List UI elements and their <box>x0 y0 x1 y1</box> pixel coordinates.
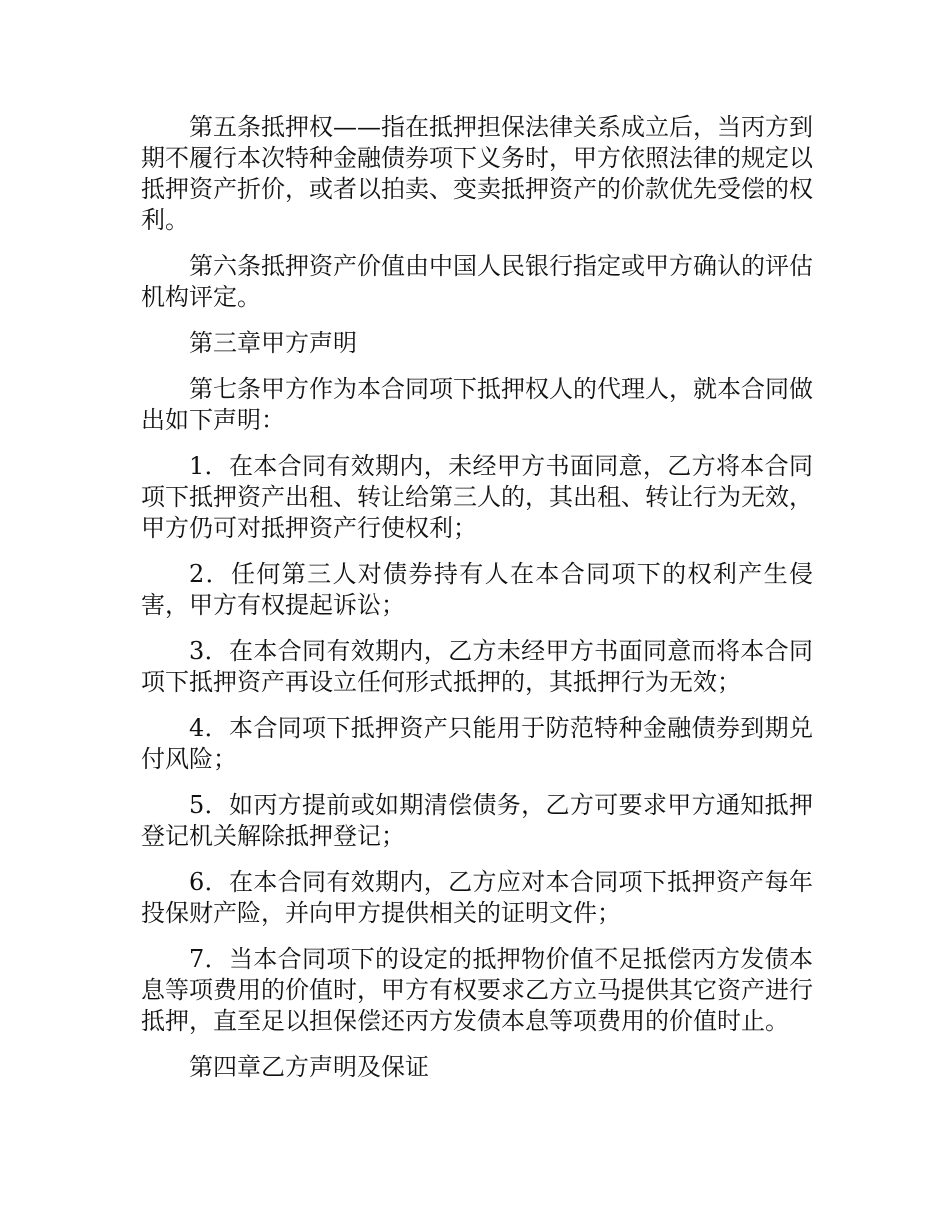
clause-5-paragraph: 5．如丙方提前或如期清偿债务，乙方可要求甲方通知抵押登记机关解除抵押登记； <box>141 791 813 850</box>
article-7-paragraph: 第七条甲方作为本合同项下抵押权人的代理人，就本合同做出如下声明： <box>141 375 813 434</box>
clause-3-paragraph: 3．在本合同有效期内，乙方未经甲方书面同意而将本合同项下抵押资产再设立任何形式抵押的，其抵押行为无效； <box>141 637 813 696</box>
chapter-4-heading: 第四章乙方声明及保证 <box>189 1053 429 1081</box>
clause-6-paragraph: 6．在本合同有效期内，乙方应对本合同项下抵押资产每年投保财产险，并向甲方提供相关的证明文件； <box>141 868 813 927</box>
article-6-paragraph: 第六条抵押资产价值由中国人民银行指定或甲方确认的评估机构评定。 <box>141 252 813 311</box>
clause-7-paragraph: 7．当本合同项下的设定的抵押物价值不足抵偿丙方发债本息等项费用的价值时，甲方有权要求乙方立马提供其它资产进行抵押，直至足以担保偿还丙方发债本息等项费用的价值时止。 <box>141 945 813 1035</box>
clause-1-paragraph: 1．在本合同有效期内，未经甲方书面同意，乙方将本合同项下抵押资产出租、转让给第三人的，其出租、转让行为无效，甲方仍可对抵押资产行使权利； <box>141 452 813 542</box>
article-5-paragraph: 第五条抵押权——指在抵押担保法律关系成立后，当丙方到期不履行本次特种金融债券项下义务时，甲方依照法律的规定以抵押资产折价，或者以拍卖、变卖抵押资产的价款优先受偿的权利。 <box>141 113 813 234</box>
document-body <box>141 112 813 1098</box>
chapter-3-heading: 第三章甲方声明 <box>189 329 357 357</box>
clause-2-paragraph: 2．任何第三人对债券持有人在本合同项下的权利产生侵害，甲方有权提起诉讼； <box>141 560 813 619</box>
clause-4-paragraph: 4．本合同项下抵押资产只能用于防范特种金融债券到期兑付风险； <box>141 714 813 773</box>
